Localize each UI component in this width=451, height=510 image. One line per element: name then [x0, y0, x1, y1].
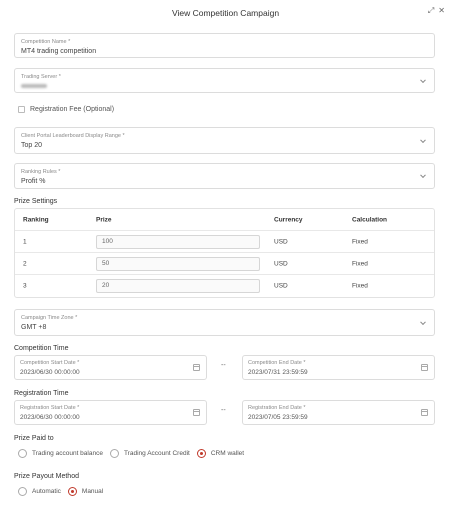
time-zone-select[interactable] — [14, 309, 435, 336]
ranking-rules-value: Profit % — [21, 178, 46, 185]
prize-paid-to-options — [18, 449, 251, 458]
prize-input[interactable]: 100 — [96, 235, 260, 249]
ranking-cell: 1 — [23, 238, 27, 245]
ranking-rules-select[interactable] — [14, 163, 435, 189]
competition-name-field[interactable] — [14, 33, 435, 58]
radio-label: Automatic — [32, 488, 61, 495]
registration-time-title: Registration Time — [14, 390, 69, 397]
header-prize: Prize — [96, 216, 112, 223]
radio-button[interactable] — [18, 449, 27, 458]
header-currency: Currency — [274, 216, 303, 223]
radio-button-selected[interactable] — [197, 449, 206, 458]
chevron-down-icon — [420, 172, 426, 178]
radio-trading-account-balance[interactable] — [18, 449, 103, 458]
radio-crm-wallet[interactable] — [197, 449, 244, 458]
calendar-icon — [421, 409, 428, 416]
radio-label: Trading account balance — [32, 450, 103, 457]
calendar-icon — [421, 364, 428, 371]
date-separator: -- — [221, 407, 226, 414]
registration-end-value: 2023/07/05 23:59:59 — [248, 414, 308, 421]
leaderboard-range-label: Client Portal Leaderboard Display Range * — [21, 133, 125, 139]
currency-cell: USD — [274, 282, 288, 290]
expand-icon[interactable]: ⤢ — [427, 6, 435, 15]
prize-paid-to-title: Prize Paid to — [14, 435, 54, 442]
trading-server-value — [21, 83, 47, 90]
competition-end-date[interactable] — [242, 355, 435, 380]
radio-button[interactable] — [18, 487, 27, 496]
redacted-value — [21, 84, 47, 88]
ranking-cell: 3 — [23, 282, 27, 290]
trading-server-select[interactable] — [14, 68, 435, 93]
radio-button-selected[interactable] — [68, 487, 77, 496]
chevron-down-icon — [420, 77, 426, 83]
radio-label: CRM wallet — [210, 450, 245, 457]
radio-label: Trading Account Credit — [123, 450, 190, 457]
prize-input[interactable]: 50 — [96, 257, 260, 271]
radio-trading-account-credit[interactable] — [110, 449, 190, 458]
prize-table — [14, 208, 435, 298]
currency-cell: USD — [274, 238, 288, 245]
window-controls — [428, 6, 445, 16]
table-row — [15, 231, 434, 253]
registration-fee-label: Registration Fee (Optional) — [30, 106, 115, 113]
chevron-down-icon — [420, 319, 426, 325]
radio-button[interactable] — [110, 449, 119, 458]
prize-settings-title: Prize Settings — [14, 198, 58, 205]
payout-method-title: Prize Payout Method — [14, 473, 79, 480]
registration-start-date[interactable] — [14, 400, 207, 425]
dialog-title: View Competition Campaign — [171, 8, 280, 18]
ranking-rules-label: Ranking Rules * — [21, 169, 61, 175]
registration-end-label: Registration End Date * — [248, 405, 306, 411]
competition-end-value: 2023/07/31 23:59:59 — [248, 369, 308, 376]
header-calculation: Calculation — [352, 216, 388, 223]
competition-start-date[interactable] — [14, 355, 207, 380]
calculation-cell: Fixed — [352, 238, 368, 245]
table-row — [15, 253, 434, 275]
time-zone-value: GMT +8 — [21, 324, 47, 331]
registration-end-date[interactable] — [242, 400, 435, 425]
table-row — [15, 275, 434, 297]
registration-start-value: 2023/06/30 00:00:00 — [20, 414, 80, 421]
competition-start-label: Competition Start Date * — [20, 360, 80, 366]
header-ranking: Ranking — [23, 216, 49, 223]
leaderboard-range-select[interactable] — [14, 127, 435, 154]
table-header-row — [15, 209, 434, 231]
registration-fee-row[interactable] — [18, 106, 114, 113]
radio-manual[interactable] — [68, 487, 103, 496]
leaderboard-range-value: Top 20 — [21, 142, 43, 149]
radio-automatic[interactable] — [18, 487, 61, 496]
prize-input[interactable]: 20 — [96, 279, 260, 293]
competition-time-title: Competition Time — [14, 345, 69, 352]
radio-label: Manual — [81, 488, 104, 495]
trading-server-label: Trading Server * — [21, 74, 61, 80]
competition-name-label: Competition Name * — [21, 39, 71, 45]
competition-start-value: 2023/06/30 00:00:00 — [20, 369, 80, 376]
ranking-cell: 2 — [23, 260, 27, 267]
registration-start-label: Registration Start Date * — [20, 405, 80, 411]
currency-cell: USD — [274, 260, 288, 267]
competition-end-label: Competition End Date * — [248, 360, 306, 366]
calendar-icon — [193, 409, 200, 416]
date-separator: -- — [221, 362, 226, 369]
registration-fee-checkbox[interactable] — [18, 106, 25, 113]
calculation-cell: Fixed — [352, 260, 368, 267]
chevron-down-icon — [420, 137, 426, 143]
competition-name-value: MT4 trading competition — [21, 48, 97, 55]
payout-method-options — [18, 487, 110, 496]
calendar-icon — [193, 364, 200, 371]
calculation-cell: Fixed — [352, 282, 368, 290]
time-zone-label: Campaign Time Zone * — [21, 315, 78, 321]
close-icon[interactable]: ✕ — [438, 6, 445, 15]
